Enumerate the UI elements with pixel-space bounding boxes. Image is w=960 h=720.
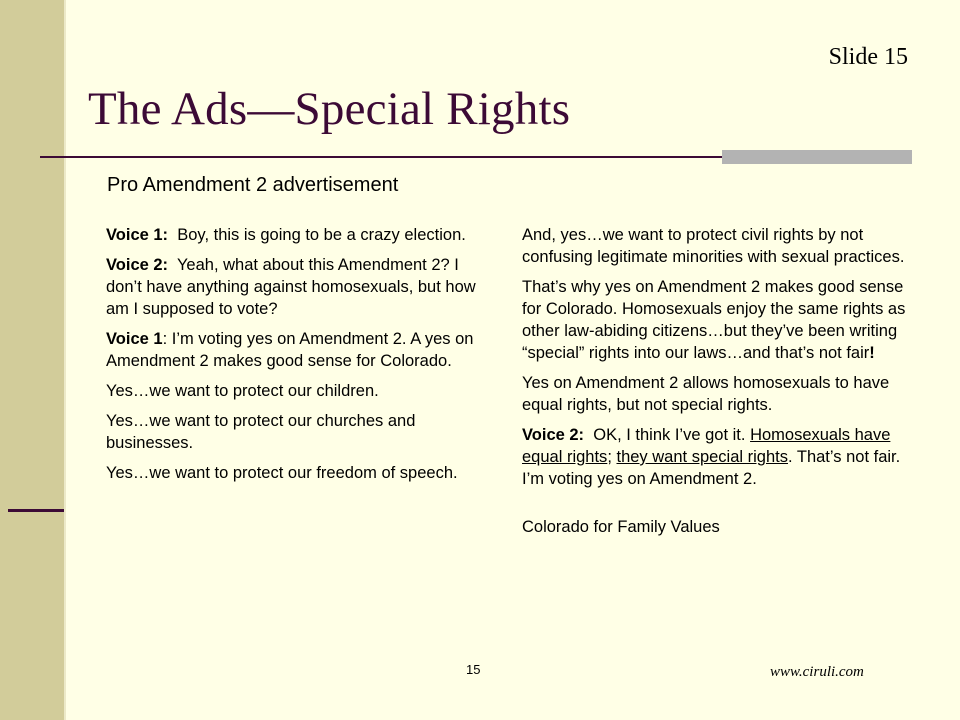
dialogue-paragraph	[106, 224, 492, 246]
dialogue-paragraph: Yes…we want to protect our churches and businesses.	[106, 412, 416, 452]
sponsor-signoff: Colorado for Family Values	[522, 518, 720, 536]
underlined-phrase: they want special rights	[616, 448, 788, 466]
dialogue-text: Boy, this is going to be a crazy election.	[177, 226, 466, 244]
dialogue-paragraph: Yes…we want to protect our children.	[106, 382, 379, 400]
right-text-column	[522, 224, 914, 546]
footer-url: www.ciruli.com	[770, 664, 864, 680]
underlined-phrase: Homosexuals have equal rights	[522, 426, 891, 466]
left-text-column	[106, 224, 492, 492]
dialogue-paragraph: Yes on Amendment 2 allows homosexuals to have equal rights, but not special rights.	[522, 374, 890, 414]
dialogue-paragraph	[522, 276, 914, 364]
exclamation-mark: !	[869, 344, 875, 362]
left-decorative-band	[0, 0, 64, 720]
slide-title: The Ads—Special Rights	[88, 83, 571, 135]
dialogue-text: That’s why yes on Amendment 2 makes good sense for Colorado. Homosexuals enjoy the same rights as other law-abiding citizens…but they’ve been writing “special” rights into our laws…and that’s not fair	[522, 278, 906, 362]
speaker-label: Voice 2:	[522, 426, 585, 444]
page-number: 15	[466, 662, 481, 677]
dialogue-paragraph	[522, 424, 914, 490]
slide-label: Slide 15	[828, 44, 908, 70]
dialogue-text: Yeah, what about this Amendment 2? I don’t have anything against homosexuals, but how am I supposed to vote?	[106, 256, 476, 318]
dialogue-paragraph	[106, 328, 492, 372]
band-accent-line	[8, 509, 64, 512]
title-accent-bar	[722, 150, 912, 164]
separator-text: ;	[607, 448, 617, 466]
dialogue-paragraph: And, yes…we want to protect civil rights by not confusing legitimate minorities with sexual practices.	[522, 226, 905, 266]
dialogue-paragraph	[106, 254, 492, 320]
dialogue-paragraph: Yes…we want to protect our freedom of speech.	[106, 464, 458, 482]
speaker-label: Voice 1	[106, 330, 163, 348]
dialogue-text: . That’s not fair. I’m voting yes on Amendment 2.	[522, 448, 901, 488]
speaker-label: Voice 2:	[106, 256, 169, 274]
band-edge	[64, 0, 66, 720]
dialogue-text: : I’m voting yes on Amendment 2. A yes on Amendment 2 makes good sense for Colorado.	[106, 330, 474, 370]
dialogue-text: OK, I think I’ve got it.	[593, 426, 746, 444]
speaker-label: Voice 1:	[106, 226, 169, 244]
slide-subtitle: Pro Amendment 2 advertisement	[107, 174, 399, 196]
